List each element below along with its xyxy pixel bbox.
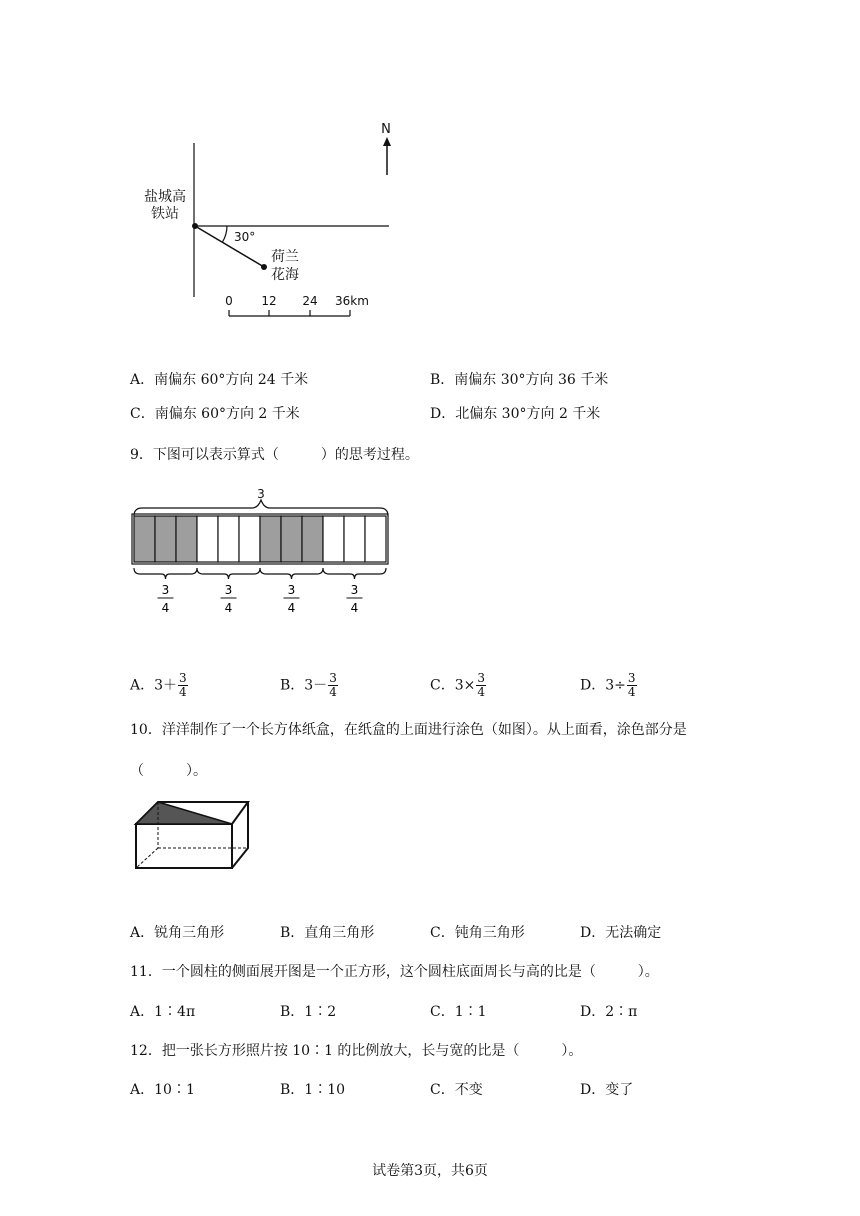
destination-label-2: 花海 (271, 267, 299, 283)
q11-stem: 11．一个圆柱的侧面展开图是一个正方形，这个圆柱底面周长与高的比是（ ）。 (130, 964, 659, 980)
fraction: $\frac{3}{4}$ (329, 671, 337, 699)
station-label-2: 铁站 (151, 206, 179, 222)
q10-stem-line2: （ ）。 (130, 763, 207, 779)
bar-cell (176, 516, 197, 562)
page-footer: 试卷第3页，共6页 (372, 1163, 488, 1179)
q12-option-d[interactable]: D．变了 (580, 1082, 634, 1098)
q8-option-b[interactable]: B．南偏东 30°方向 36 千米 (430, 372, 609, 388)
q12-option-a[interactable]: A．10∶1 (130, 1082, 195, 1098)
bottom-brace (134, 568, 197, 579)
fraction-numerator: 3 (287, 583, 296, 597)
bar-cell (365, 516, 386, 562)
q10-option-a[interactable]: A．锐角三角形 (130, 925, 225, 941)
fraction-denominator: 4 (224, 601, 233, 615)
q9-option-b[interactable]: B．3－ $\frac{3}{4}$ (280, 671, 337, 699)
box-front-face (136, 824, 232, 868)
north-label: N (381, 122, 391, 137)
bar-cell (260, 516, 281, 562)
bar-cell (344, 516, 365, 562)
q11-option-d[interactable]: D．2∶π (580, 1004, 638, 1020)
q8-option-c[interactable]: C．南偏东 60°方向 2 千米 (130, 406, 300, 422)
bar-cell (197, 516, 218, 562)
hidden-edge-3 (136, 848, 158, 868)
fraction-numerator: 3 (161, 583, 170, 597)
scale-label-36: 36km (335, 294, 369, 308)
q9-stem: 9．下图可以表示算式（ ）的思考过程。 (130, 447, 419, 463)
box-figure (130, 798, 256, 872)
destination-label-1: 荷兰 (271, 249, 299, 265)
fraction: $\frac{3}{4}$ (179, 671, 187, 699)
scale-label-12: 12 (261, 294, 277, 308)
scale-label-0: 0 (225, 294, 233, 308)
top-label: 3 (257, 488, 265, 501)
fraction: $\frac{3}{4}$ (477, 671, 485, 699)
scale-label-24: 24 (302, 294, 318, 308)
fraction: $\frac{3}{4}$ (627, 671, 636, 699)
q12-stem: 12．把一张长方形照片按 10∶1 的比例放大，长与宽的比是（ ）。 (130, 1043, 583, 1059)
q12-option-c[interactable]: C．不变 (430, 1082, 483, 1098)
q9-option-c[interactable]: C．3× $\frac{3}{4}$ (430, 671, 485, 699)
fraction-numerator: 3 (224, 583, 233, 597)
bottom-brace (260, 568, 323, 579)
bar-cell (134, 516, 155, 562)
angle-label: 30° (234, 230, 256, 244)
fraction-numerator: 3 (350, 583, 359, 597)
q9-option-d[interactable]: D．3÷ $\frac{3}{4}$ (580, 671, 636, 699)
bar-cell (155, 516, 176, 562)
fraction-denominator: 4 (287, 601, 296, 615)
q11-option-a[interactable]: A．1∶4π (130, 1004, 196, 1020)
q10-option-c[interactable]: C．钝角三角形 (430, 925, 525, 941)
q10-option-b[interactable]: B．直角三角形 (280, 925, 375, 941)
q11-option-c[interactable]: C．1∶1 (430, 1004, 487, 1020)
north-arrow-head (383, 137, 391, 146)
bar-cell (239, 516, 260, 562)
bar-cell (302, 516, 323, 562)
q9-option-a[interactable]: A．3＋ $\frac{3}{4}$ (130, 671, 187, 699)
q10-stem-line1: 10．洋洋制作了一个长方体纸盒，在纸盒的上面进行涂色（如图）。从上面看，涂色部分是 (130, 722, 687, 738)
map-figure (130, 115, 400, 325)
q11-option-b[interactable]: B．1∶2 (280, 1004, 337, 1020)
bar-cell (323, 516, 344, 562)
q8-option-d[interactable]: D．北偏东 30°方向 2 千米 (430, 406, 601, 422)
fraction-denominator: 4 (350, 601, 359, 615)
bar-cell (281, 516, 302, 562)
destination-point (261, 264, 267, 270)
angle-arc (223, 226, 228, 242)
q12-option-b[interactable]: B．1∶10 (280, 1082, 346, 1098)
bottom-brace (197, 568, 260, 579)
q9-figure (130, 488, 392, 618)
bar-cell (218, 516, 239, 562)
fraction-denominator: 4 (161, 601, 170, 615)
shaded-triangle (136, 802, 232, 824)
q8-option-a[interactable]: A．南偏东 60°方向 24 千米 (130, 372, 309, 388)
bottom-brace (323, 568, 386, 579)
station-label-1: 盐城高 (144, 189, 186, 205)
q10-option-d[interactable]: D．无法确定 (580, 925, 662, 941)
